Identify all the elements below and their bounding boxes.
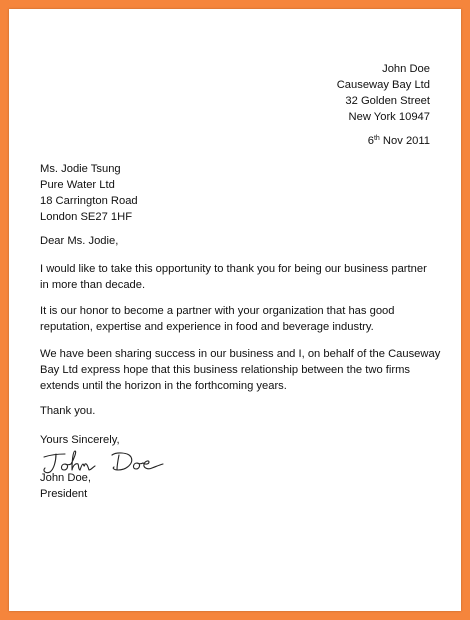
date-day: 6 [367,135,374,147]
recipient-city: London SE27 1HF [40,211,133,223]
letter-page [9,9,461,611]
sender-name: John Doe [382,63,430,75]
date-suffix: th [373,135,380,142]
body-paragraph-2 [40,303,450,335]
body-paragraph-1 [40,261,450,293]
sender-city: New York 10947 [348,111,430,123]
recipient-name: Ms. Jodie Tsung [40,163,121,175]
paragraph-line: Bay Ltd express hope that this business relationship between the two firms [40,364,411,376]
paragraph-line: We have been sharing success in our business and I, on behalf of the Causeway [40,348,441,360]
signer-block [40,470,91,502]
paragraph-line: extends until the horizon in the forthcoming years. [40,380,287,392]
sender-company: Causeway Bay Ltd [336,79,430,91]
sender-address [337,61,430,125]
body-paragraph-3 [40,346,450,394]
recipient-street: 18 Carrington Road [40,195,138,207]
paragraph-line: I would like to take this opportunity to thank you for being our business partner [40,263,427,275]
date-rest: Nov 2011 [379,135,430,147]
signer-title: President [40,488,88,500]
paragraph-line: in more than decade. [40,279,146,291]
thanks-line: Thank you. [40,405,96,417]
sender-street: 32 Golden Street [345,95,430,107]
letter-date [368,133,430,149]
closing-line: Yours Sincerely, [40,434,120,446]
salutation: Dear Ms. Jodie, [40,235,119,247]
recipient-company: Pure Water Ltd [40,179,115,191]
signer-name: John Doe, [40,472,91,484]
recipient-address [40,161,138,225]
paragraph-line: It is our honor to become a partner with your organization that has good [40,305,395,317]
paragraph-line: reputation, expertise and experience in food and beverage industry. [40,321,374,333]
